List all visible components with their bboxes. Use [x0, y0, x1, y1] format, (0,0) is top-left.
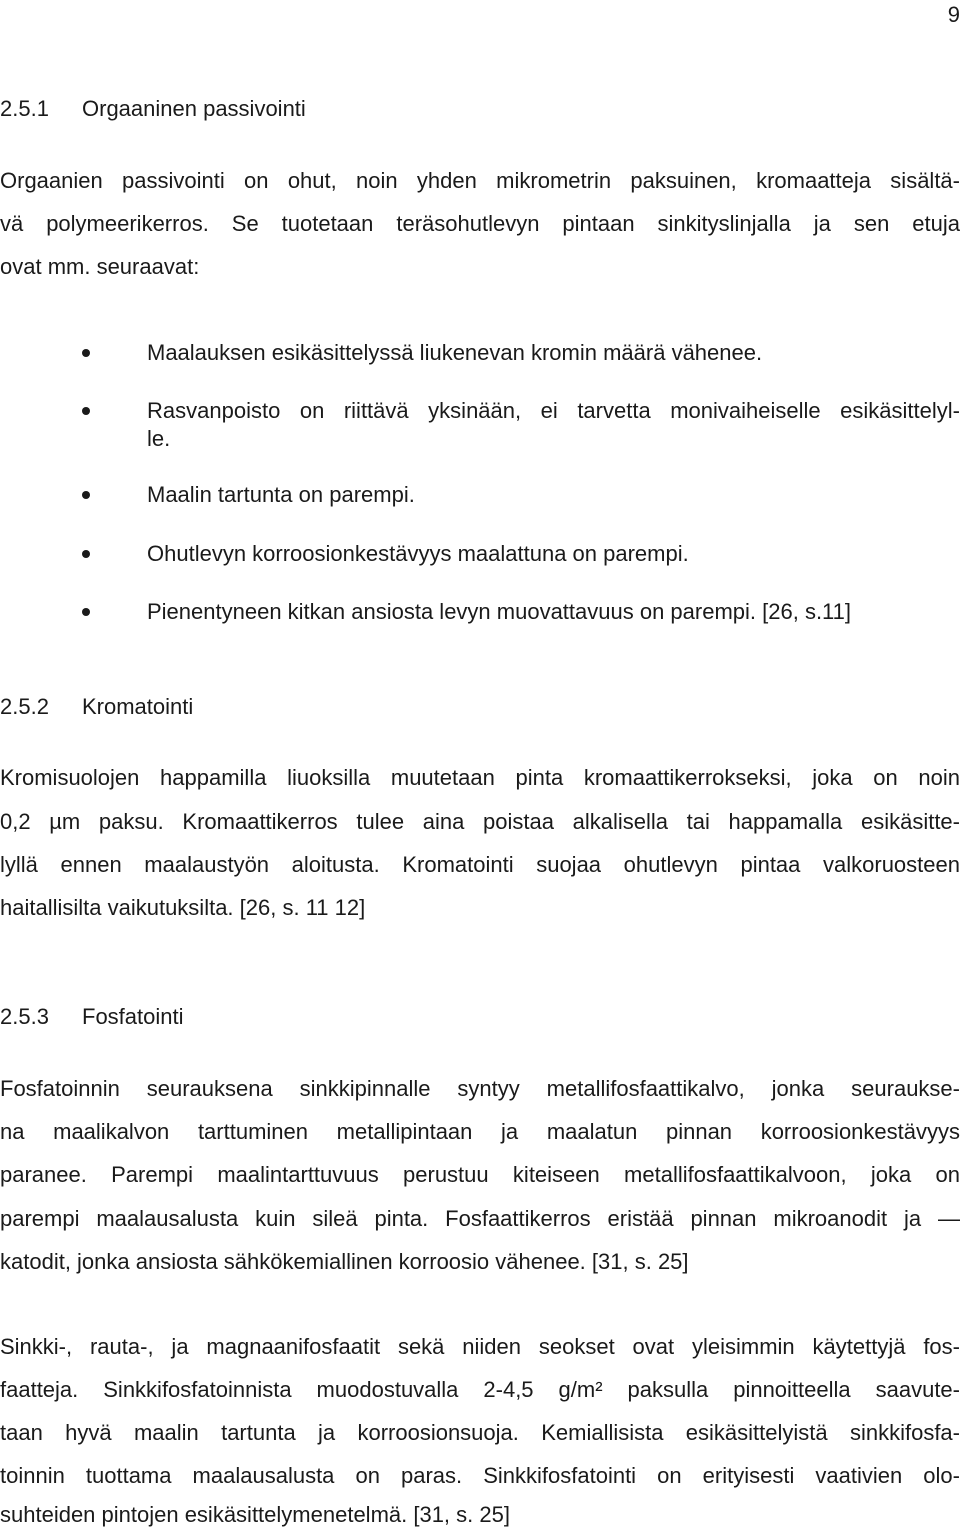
section-title: Fosfatointi — [82, 1004, 184, 1029]
bullet-dot — [82, 407, 90, 415]
bullet-item — [147, 398, 960, 424]
paragraph-line: paranee. Parempi maalintarttuvuus perustuu kiteiseen metallifosfaattikalvoon, joka on — [0, 1162, 960, 1187]
paragraph-line: Sinkki-, rauta-, ja magnaanifosfaatit sekä niiden seokset ovat yleisimmin käytettyjä fos- — [0, 1334, 960, 1359]
section-number: 2.5.1 — [0, 96, 49, 121]
paragraph-line: vä polymeerikerros. Se tuotetaan teräsohutlevyn pintaan sinkityslinjalla ja sen etuja — [0, 211, 960, 236]
paragraph-line: suhteiden pintojen esikäsittelymenetelmä. [31, s. 25] — [0, 1502, 510, 1527]
paragraph-line: parempi maalausalusta kuin sileä pinta. Fosfaattikerros eristää pinnan mikroanodit ja — — [0, 1206, 960, 1231]
bullet-item: Pienentyneen kitkan ansiosta levyn muovattavuus on parempi. [26, s.11] — [147, 599, 852, 624]
section-number: 2.5.3 — [0, 1004, 49, 1029]
section-title: Kromatointi — [82, 694, 194, 719]
bullet-item: Ohutlevyn korroosionkestävyys maalattuna on parempi. — [147, 541, 689, 566]
paragraph-line: haitallisilta vaikutuksilta. [26, s. 11 12] — [0, 895, 366, 920]
paragraph-line: na maalikalvon tarttuminen metallipintaan ja maalatun pinnan korroosionkestävyys — [0, 1119, 960, 1144]
paragraph-line: ovat mm. seuraavat: — [0, 254, 200, 279]
section-heading-2-5-3 — [0, 1004, 184, 1030]
bullet-dot — [82, 349, 90, 357]
bullet-item: Maalauksen esikäsittelyssä liukenevan kromin määrä vähenee. — [147, 340, 763, 365]
bullet-dot — [82, 550, 90, 558]
paragraph-line: 0,2 µm paksu. Kromaattikerros tulee aina poistaa alkalisella tai happamalla esikäsitte- — [0, 809, 960, 834]
bullet-item: Maalin tartunta on parempi. — [147, 482, 415, 507]
paragraph-line: Kromisuolojen happamilla liuoksilla muutetaan pinta kromaattikerrokseksi, joka on noin — [0, 765, 960, 790]
section-title: Orgaaninen passivointi — [82, 96, 306, 121]
bullet-item-line: le. — [147, 426, 171, 451]
section-number: 2.5.2 — [0, 694, 49, 719]
paragraph-line: katodit, jonka ansiosta sähkökemiallinen korroosio vähenee. [31, s. 25] — [0, 1249, 689, 1274]
page-number: 9 — [947, 2, 960, 27]
paragraph-line: faatteja. Sinkkifosfatoinnista muodostuvalla 2-4,5 g/m² paksulla pinnoitteella saavute- — [0, 1377, 960, 1402]
section-heading-2-5-1 — [0, 96, 306, 122]
bullet-dot — [82, 491, 90, 499]
paragraph-line: lyllä ennen maalaustyön aloitusta. Kromatointi suojaa ohutlevyn pintaa valkoruosteen — [0, 852, 960, 877]
bullet-dot — [82, 608, 90, 616]
paragraph-line: Fosfatoinnin seurauksena sinkkipinnalle syntyy metallifosfaattikalvo, jonka seuraukse- — [0, 1076, 960, 1101]
section-heading-2-5-2 — [0, 694, 193, 720]
bullet-item-line: Rasvanpoisto on riittävä yksinään, ei tarvetta monivaiheiselle esikäsittelyl- — [147, 398, 960, 423]
paragraph-line: toinnin tuottama maalausalusta on paras. Sinkkifosfatointi on erityisesti vaativien olo- — [0, 1463, 960, 1488]
paragraph-line: Orgaanien passivointi on ohut, noin yhden mikrometrin paksuinen, kromaatteja sisältä- — [0, 168, 960, 193]
paragraph-line: taan hyvä maalin tartunta ja korroosionsuoja. Kemiallisista esikäsittelyistä sinkkifosfa- — [0, 1420, 960, 1445]
